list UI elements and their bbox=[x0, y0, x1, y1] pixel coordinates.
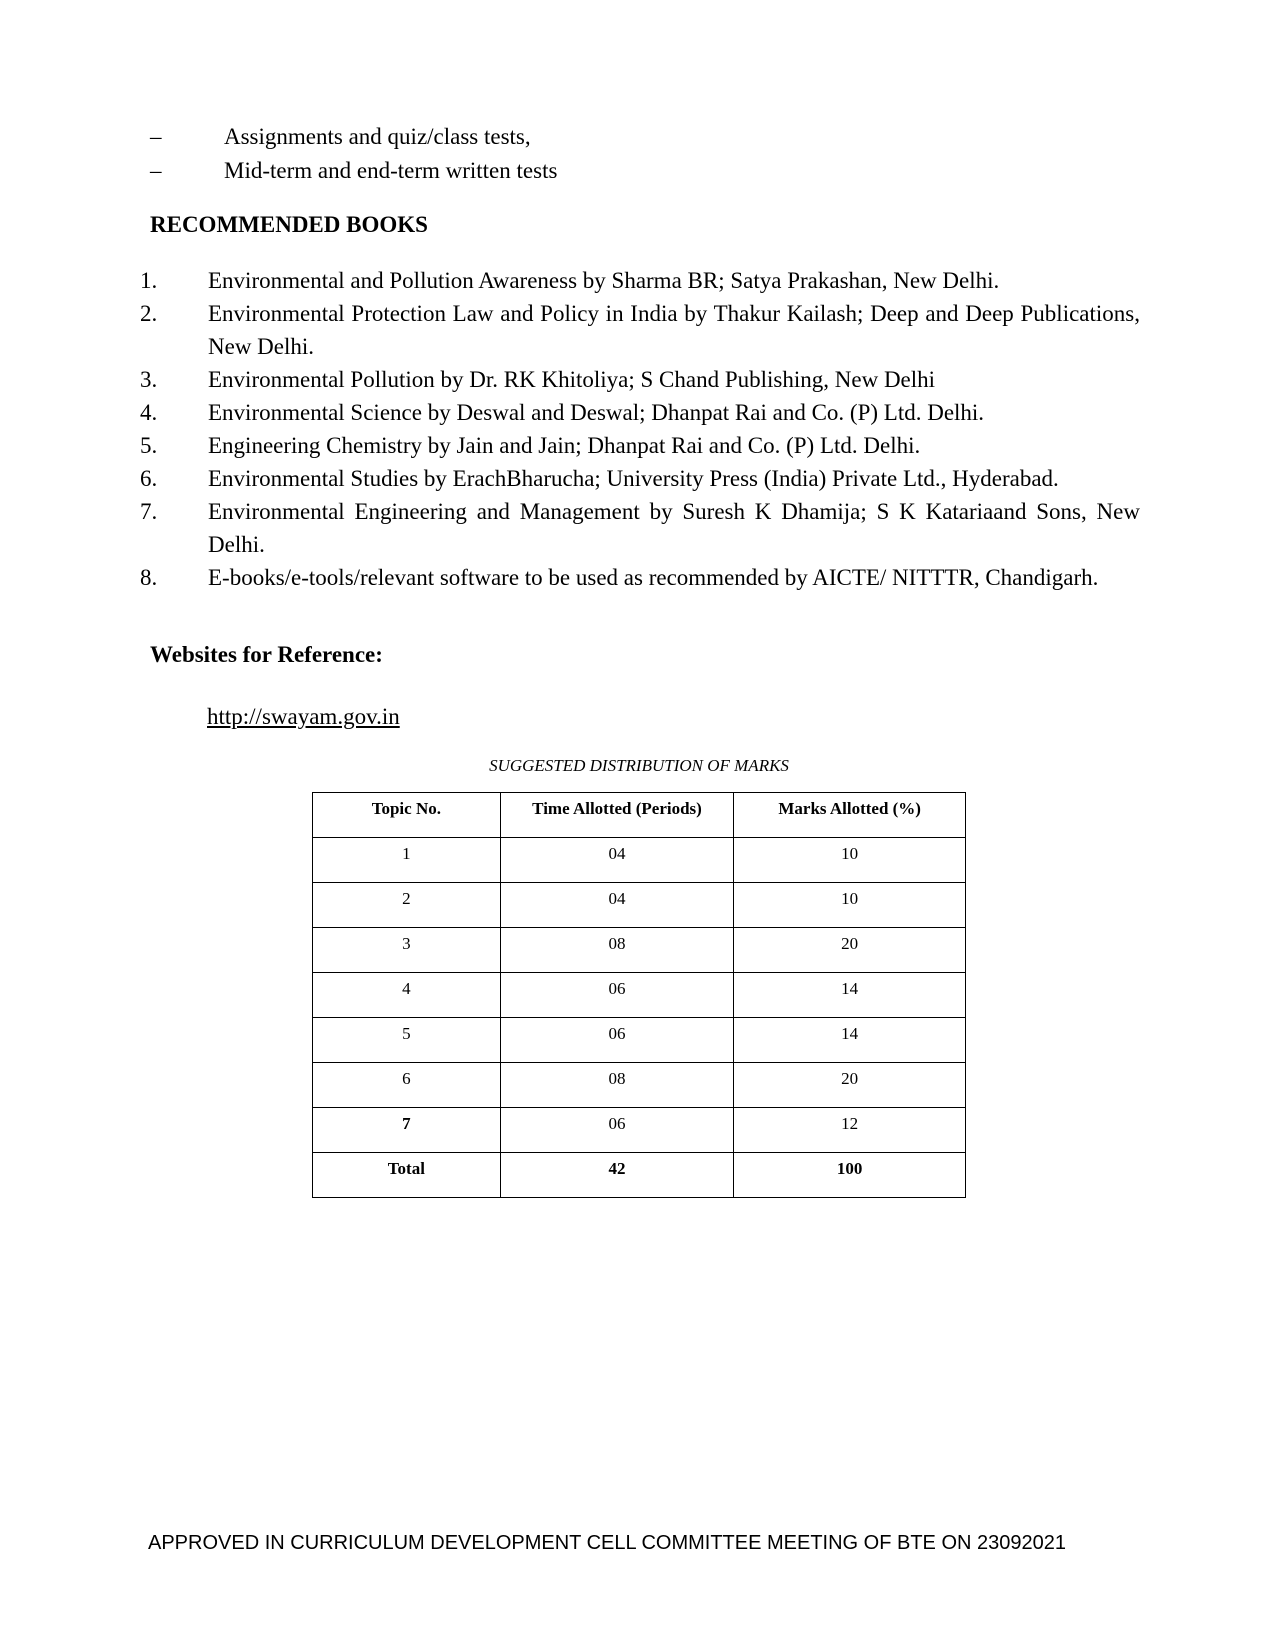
websites-heading: Websites for Reference: bbox=[150, 642, 383, 667]
assessment-item-text: Mid-term and end-term written tests bbox=[224, 158, 558, 183]
book-item bbox=[140, 363, 1140, 396]
book-number: 5. bbox=[140, 433, 158, 458]
marks-cell: 10 bbox=[734, 838, 966, 883]
book-number: 6. bbox=[140, 466, 158, 491]
book-item bbox=[140, 495, 1140, 561]
periods-cell: 06 bbox=[500, 973, 734, 1018]
periods-cell: 04 bbox=[500, 838, 734, 883]
marks-cell: 10 bbox=[734, 883, 966, 928]
book-item bbox=[140, 561, 1140, 594]
book-text: Environmental Engineering and Management by Suresh K Dhamija; S K Katariaand Sons, New Delhi. bbox=[208, 499, 1140, 557]
book-number: 2. bbox=[140, 301, 158, 326]
topic-cell: 3 bbox=[313, 928, 501, 973]
periods-cell: 04 bbox=[500, 883, 734, 928]
header-time-allotted: Time Allotted (Periods) bbox=[500, 793, 734, 838]
book-number: 4. bbox=[140, 400, 158, 425]
swayam-link[interactable]: http://swayam.gov.in bbox=[207, 704, 400, 729]
book-number: 8. bbox=[140, 565, 158, 590]
table-row bbox=[313, 973, 966, 1018]
table-caption: SUGGESTED DISTRIBUTION OF MARKS bbox=[489, 756, 789, 775]
dash-bullet: – bbox=[150, 158, 162, 183]
book-number: 1. bbox=[140, 268, 158, 293]
table-row bbox=[313, 1018, 966, 1063]
table-row bbox=[313, 1063, 966, 1108]
book-item bbox=[140, 396, 1140, 429]
book-text: Environmental and Pollution Awareness by Sharma BR; Satya Prakashan, New Delhi. bbox=[208, 268, 1000, 293]
marks-cell: 14 bbox=[734, 1018, 966, 1063]
table-row bbox=[313, 838, 966, 883]
topic-cell: 6 bbox=[313, 1063, 501, 1108]
book-text: Environmental Science by Deswal and Deswal; Dhanpat Rai and Co. (P) Ltd. Delhi. bbox=[208, 400, 985, 425]
topic-cell: 4 bbox=[313, 973, 501, 1018]
table-row bbox=[313, 928, 966, 973]
periods-cell: 06 bbox=[500, 1018, 734, 1063]
recommended-books-heading: RECOMMENDED BOOKS bbox=[150, 212, 428, 237]
table-row bbox=[313, 883, 966, 928]
dash-bullet: – bbox=[150, 124, 162, 149]
book-text: E-books/e-tools/relevant software to be used as recommended by AICTE/ NITTTR, Chandigarh. bbox=[208, 565, 1099, 590]
table-total-row bbox=[313, 1153, 966, 1198]
marks-cell: 12 bbox=[734, 1108, 966, 1153]
book-text: Environmental Protection Law and Policy in India by Thakur Kailash; Deep and Deep Publications, New Delhi. bbox=[208, 301, 1140, 359]
book-item bbox=[140, 264, 1140, 297]
periods-cell: 06 bbox=[500, 1108, 734, 1153]
periods-cell: 08 bbox=[500, 1063, 734, 1108]
topic-cell: 1 bbox=[313, 838, 501, 883]
recommended-books-list bbox=[140, 264, 1140, 594]
book-text: Engineering Chemistry by Jain and Jain; Dhanpat Rai and Co. (P) Ltd. Delhi. bbox=[208, 433, 921, 458]
marks-distribution-table bbox=[312, 792, 966, 1198]
book-number: 3. bbox=[140, 367, 158, 392]
book-text: Environmental Pollution by Dr. RK Khitoliya; S Chand Publishing, New Delhi bbox=[208, 367, 936, 392]
table-row bbox=[313, 1108, 966, 1153]
topic-cell: 5 bbox=[313, 1018, 501, 1063]
book-item bbox=[140, 429, 1140, 462]
assessment-item-text: Assignments and quiz/class tests, bbox=[224, 124, 531, 149]
table-header-row bbox=[313, 793, 966, 838]
book-text: Environmental Studies by ErachBharucha; University Press (India) Private Ltd., Hyderabad. bbox=[208, 466, 1059, 491]
marks-cell: 14 bbox=[734, 973, 966, 1018]
periods-cell: 08 bbox=[500, 928, 734, 973]
approval-footer: APPROVED IN CURRICULUM DEVELOPMENT CELL COMMITTEE MEETING OF BTE ON 23092021 bbox=[148, 1532, 1066, 1554]
book-number: 7. bbox=[140, 499, 158, 524]
total-marks-cell: 100 bbox=[734, 1153, 966, 1198]
total-periods-cell: 42 bbox=[500, 1153, 734, 1198]
marks-cell: 20 bbox=[734, 1063, 966, 1108]
book-item bbox=[140, 462, 1140, 495]
topic-cell: 2 bbox=[313, 883, 501, 928]
header-topic-no: Topic No. bbox=[313, 793, 501, 838]
topic-cell: 7 bbox=[313, 1108, 501, 1153]
marks-cell: 20 bbox=[734, 928, 966, 973]
header-marks-allotted: Marks Allotted (%) bbox=[734, 793, 966, 838]
total-label-cell: Total bbox=[313, 1153, 501, 1198]
book-item bbox=[140, 297, 1140, 363]
